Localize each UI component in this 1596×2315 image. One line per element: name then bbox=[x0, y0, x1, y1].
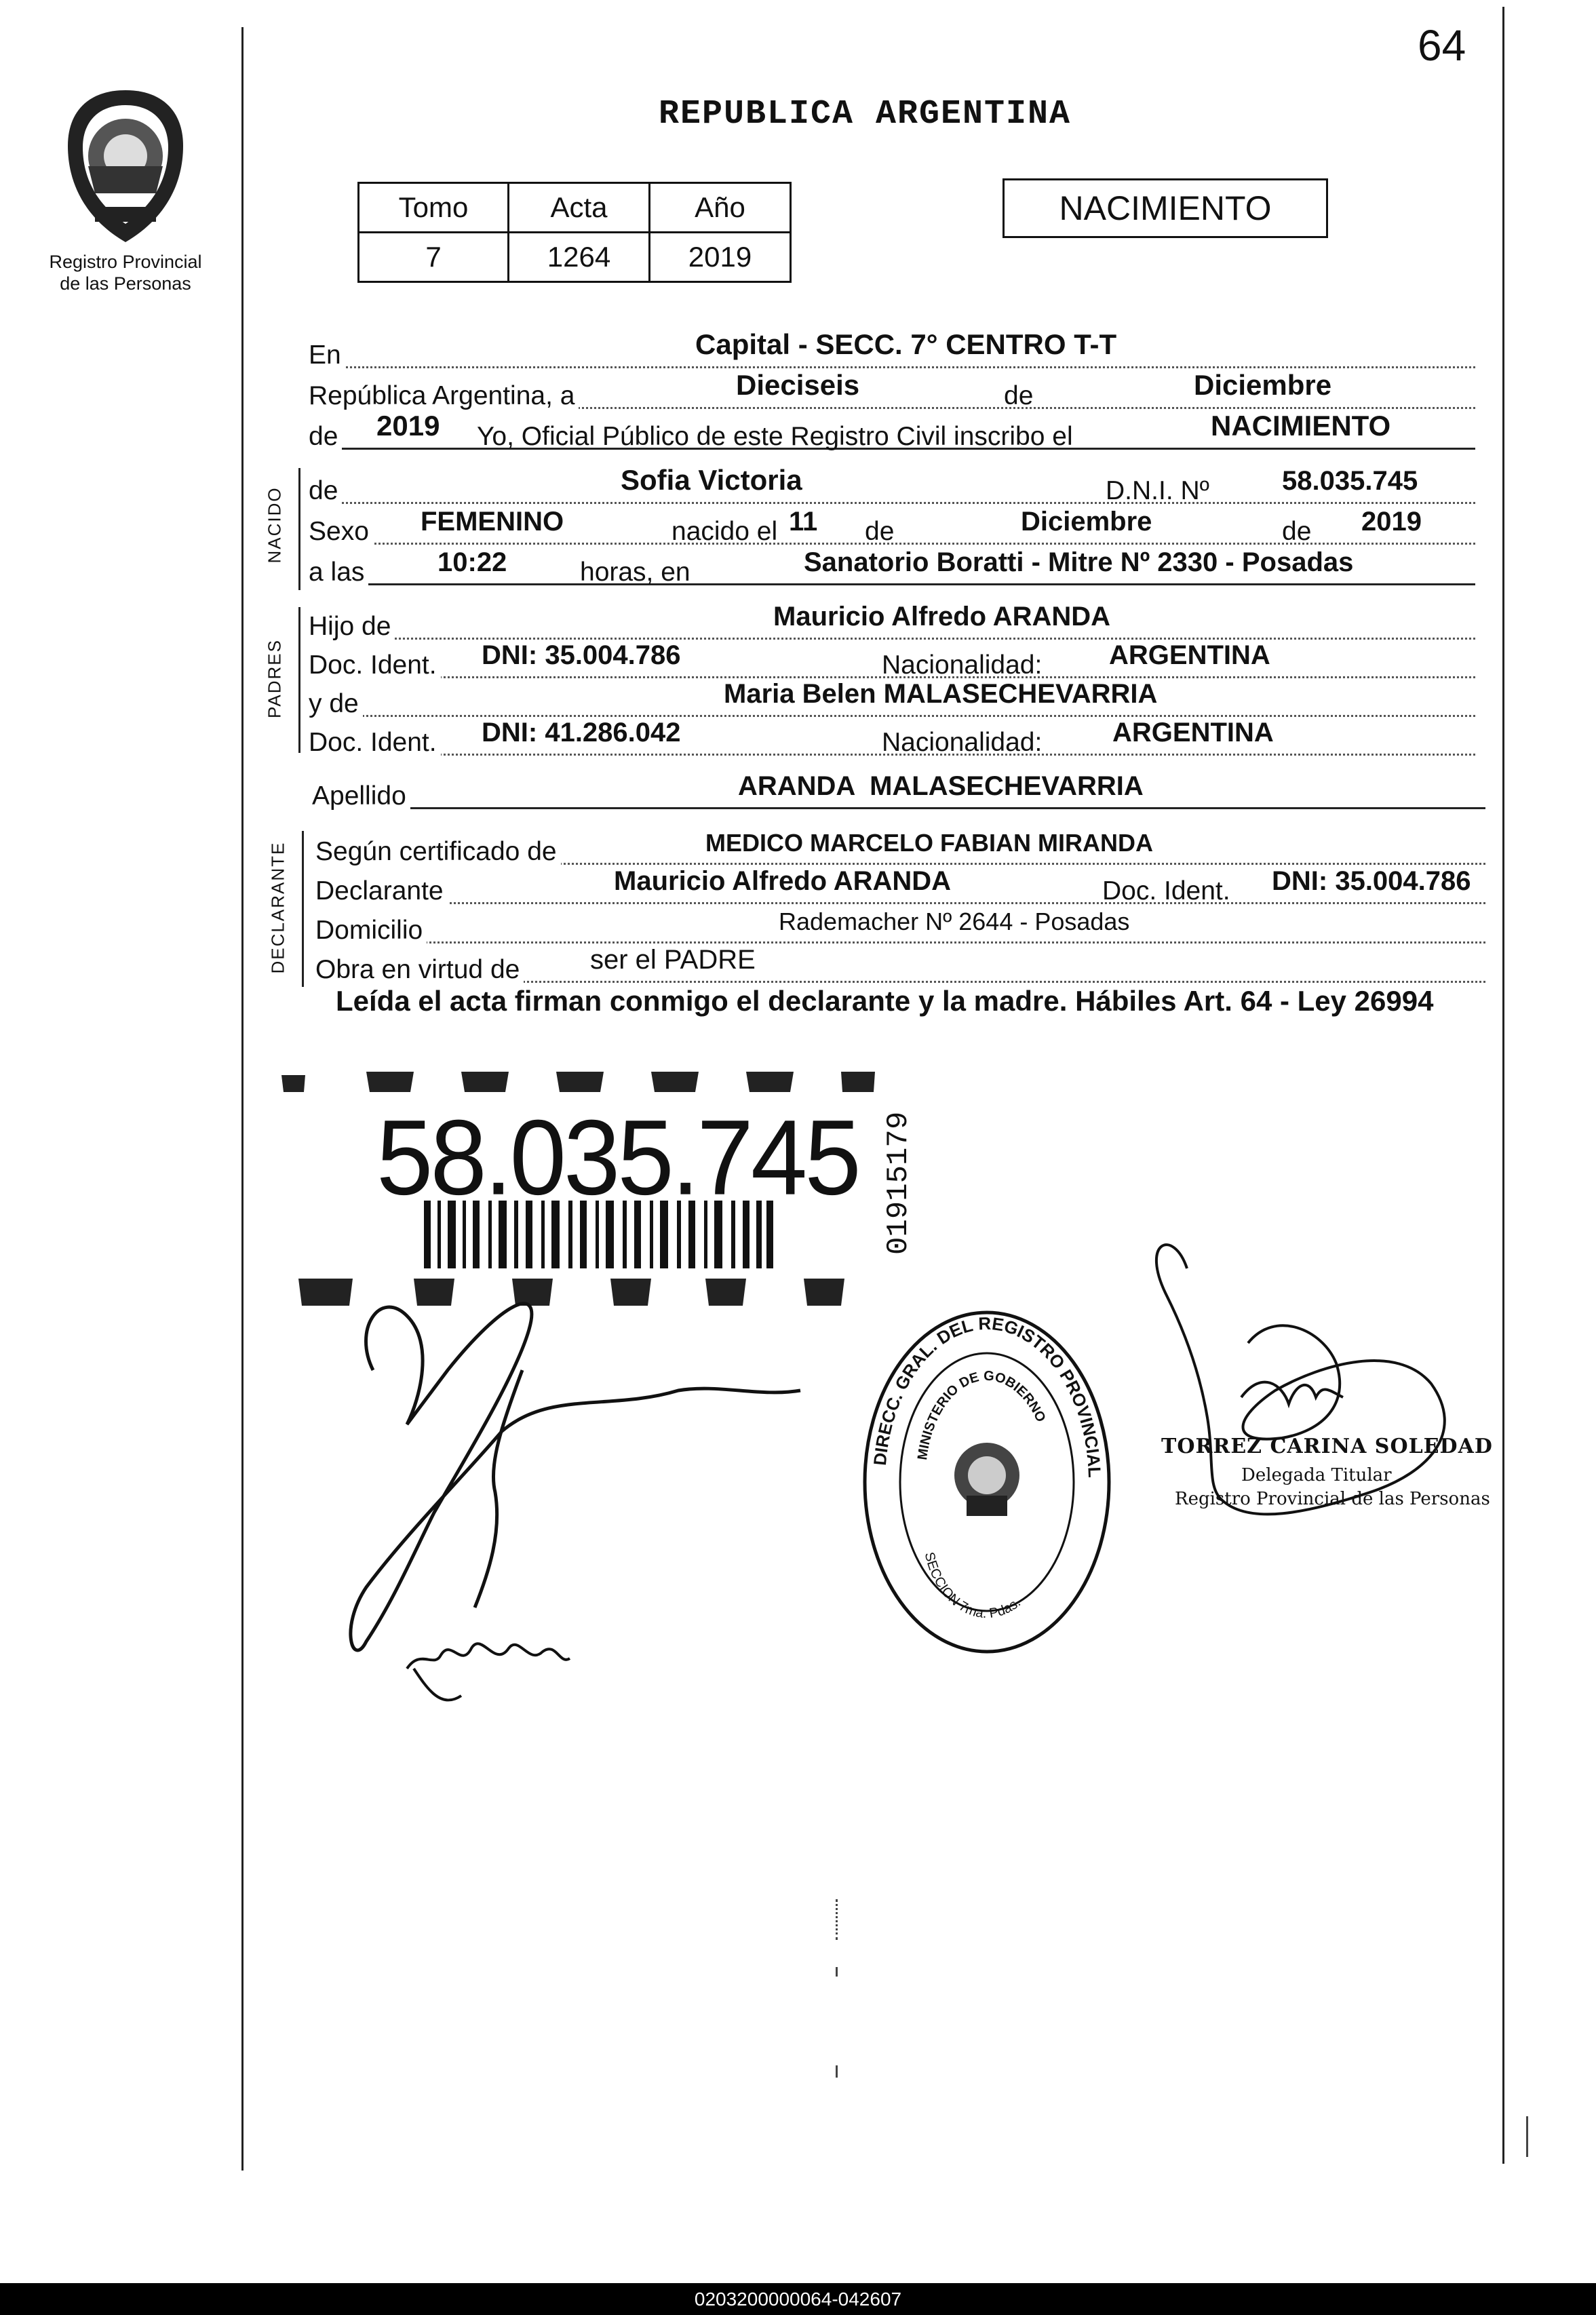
value-birth-year: 2019 bbox=[1361, 507, 1422, 537]
sticker-dni-number: 58.035.745 bbox=[376, 1097, 859, 1218]
sticker-serial: 01915179 bbox=[882, 1111, 916, 1255]
row-mother-doc bbox=[309, 713, 1475, 756]
value-birth-time: 10:22 bbox=[437, 547, 507, 577]
table-value-acta: 1264 bbox=[509, 233, 650, 282]
label-father-doc: Doc. Ident. bbox=[309, 650, 441, 680]
row-nacido-hora bbox=[309, 543, 1475, 585]
section-label-nacido: NACIDO bbox=[264, 486, 285, 564]
table-value-tomo: 7 bbox=[359, 233, 509, 282]
row-y-de bbox=[309, 674, 1475, 717]
acta-table bbox=[357, 182, 792, 283]
footer-bar bbox=[0, 2283, 1596, 2315]
row-inscribe bbox=[309, 407, 1475, 450]
label-father-nationality: Nacionalidad: bbox=[882, 650, 1043, 680]
row-hijo-de bbox=[309, 597, 1475, 640]
footer-code: 0203200000064-042607 bbox=[694, 2289, 902, 2310]
right-margin-line bbox=[1502, 7, 1504, 2164]
value-birth-place: Sanatorio Boratti - Mitre Nº 2330 - Posadas bbox=[804, 547, 1354, 577]
value-father-doc: DNI: 35.004.786 bbox=[482, 640, 681, 670]
value-year: 2019 bbox=[376, 410, 440, 442]
row-apellido bbox=[312, 766, 1485, 809]
value-mother-nationality: ARGENTINA bbox=[1112, 718, 1274, 747]
logo-caption bbox=[27, 251, 224, 294]
value-birth-day: 11 bbox=[789, 507, 818, 537]
stray-mark bbox=[1526, 2116, 1528, 2157]
label-de: de bbox=[1004, 381, 1034, 410]
value-domicilio: Rademacher Nº 2644 - Posadas bbox=[779, 908, 1130, 935]
label-en: En bbox=[309, 341, 345, 370]
registry-seal-icon bbox=[858, 1306, 1116, 1658]
value-obra: ser el PADRE bbox=[590, 945, 756, 975]
row-obra bbox=[315, 940, 1485, 983]
value-record-word: NACIMIENTO bbox=[1211, 410, 1391, 442]
record-type-box: NACIMIENTO bbox=[1003, 178, 1328, 238]
row-nacido-sexo bbox=[309, 502, 1475, 545]
official-seal bbox=[858, 1306, 1116, 1658]
value-place: Capital - SECC. 7° CENTRO T-T bbox=[695, 328, 1117, 360]
label-sexo: Sexo bbox=[309, 517, 373, 547]
left-margin-line bbox=[241, 27, 244, 2171]
value-declarante-name: Mauricio Alfredo ARANDA bbox=[614, 866, 952, 896]
label-inscribe: Yo, Oficial Público de este Registro Civil inscribo el bbox=[477, 422, 1073, 451]
value-father-name: Mauricio Alfredo ARANDA bbox=[773, 602, 1111, 631]
value-child-dni: 58.035.745 bbox=[1282, 466, 1418, 496]
officer-office: Registro Provincial de las Personas bbox=[1175, 1489, 1490, 1509]
row-segun bbox=[315, 822, 1485, 865]
row-en bbox=[309, 326, 1475, 368]
row-declarante bbox=[315, 861, 1485, 904]
document-title: REPUBLICA ARGENTINA bbox=[658, 95, 1072, 134]
value-declarante-doc: DNI: 35.004.786 bbox=[1272, 866, 1471, 896]
value-birth-month: Diciembre bbox=[1021, 507, 1152, 537]
label-segun: Según certificado de bbox=[315, 837, 561, 867]
label-a-las: a las bbox=[309, 558, 368, 587]
label-de-name: de bbox=[309, 476, 342, 506]
stray-mark bbox=[836, 2065, 838, 2078]
declarant-signature-icon bbox=[326, 1289, 882, 1723]
label-domicilio: Domicilio bbox=[315, 916, 427, 946]
row-republica bbox=[309, 366, 1475, 409]
label-obra: Obra en virtud de bbox=[315, 955, 524, 985]
section-label-padres: PADRES bbox=[264, 639, 285, 718]
table-header-anio: Año bbox=[650, 183, 791, 233]
label-hijo-de: Hijo de bbox=[309, 612, 395, 642]
label-republica: República Argentina, a bbox=[309, 381, 579, 411]
province-seal-icon bbox=[47, 85, 203, 248]
label-de-month: de bbox=[865, 517, 895, 546]
declarante-bracket bbox=[302, 831, 304, 987]
label-declarante: Declarante bbox=[315, 876, 448, 906]
seal-inner-text: MINISTERIO DE GOBIERNO bbox=[915, 1368, 1049, 1461]
value-mother-doc: DNI: 41.286.042 bbox=[482, 718, 681, 747]
value-day: Dieciseis bbox=[736, 369, 860, 401]
table-header-tomo: Tomo bbox=[359, 183, 509, 233]
value-child-name: Sofia Victoria bbox=[621, 464, 802, 496]
value-mother-name: Maria Belen MALASECHEVARRIA bbox=[724, 679, 1158, 709]
stray-mark bbox=[836, 1967, 838, 1977]
table-value-anio: 2019 bbox=[650, 233, 791, 282]
page-number: 64 bbox=[1418, 21, 1466, 70]
label-apellido: Apellido bbox=[312, 781, 410, 811]
value-father-nationality: ARGENTINA bbox=[1109, 640, 1270, 670]
label-dni: D.N.I. Nº bbox=[1106, 476, 1209, 505]
logo-caption-line-2: de las Personas bbox=[60, 273, 191, 294]
label-declarante-doc: Doc. Ident. bbox=[1102, 876, 1230, 906]
officer-name: TORREZ CARINA SOLEDAD bbox=[1161, 1435, 1493, 1458]
table-header-acta: Acta bbox=[509, 183, 650, 233]
padres-bracket bbox=[298, 607, 300, 753]
value-sexo: FEMENINO bbox=[421, 507, 564, 537]
label-nacido-el: nacido el bbox=[672, 517, 778, 546]
label-de-birth-year: de bbox=[1282, 517, 1312, 546]
province-logo bbox=[47, 85, 203, 251]
value-month: Diciembre bbox=[1194, 369, 1332, 401]
section-label-declarante: DECLARANTE bbox=[267, 841, 288, 974]
label-de-year: de bbox=[309, 422, 342, 452]
officer-signature-icon bbox=[1146, 1228, 1526, 1635]
nacido-bracket bbox=[298, 468, 300, 590]
seal-outer-text: DIRECC. GRAL. DEL REGISTRO PROVINCIAL bbox=[869, 1312, 1105, 1478]
officer-title: Delegada Titular bbox=[1241, 1465, 1392, 1485]
value-certificate: MEDICO MARCELO FABIAN MIRANDA bbox=[705, 829, 1153, 857]
label-mother-nationality: Nacionalidad: bbox=[882, 728, 1043, 757]
svg-text:SECCION 7ma. Pdas. bbox=[922, 1551, 1024, 1621]
value-apellido: ARANDA MALASECHEVARRIA bbox=[738, 771, 1144, 801]
row-father-doc bbox=[309, 636, 1475, 678]
stray-mark bbox=[836, 1899, 840, 1940]
label-y-de: y de bbox=[309, 689, 363, 719]
seal-bottom-text: SECCION 7ma. Pdas. bbox=[921, 1551, 1024, 1622]
logo-caption-line-1: Registro Provincial bbox=[49, 252, 202, 272]
row-domicilio bbox=[315, 901, 1485, 943]
closing-text: Leída el acta firman conmigo el declarante y la madre. Hábiles Art. 64 - Ley 26994 bbox=[336, 985, 1434, 1017]
label-horas-en: horas, en bbox=[580, 558, 690, 587]
label-mother-doc: Doc. Ident. bbox=[309, 728, 441, 758]
row-nacido-name bbox=[309, 461, 1475, 504]
